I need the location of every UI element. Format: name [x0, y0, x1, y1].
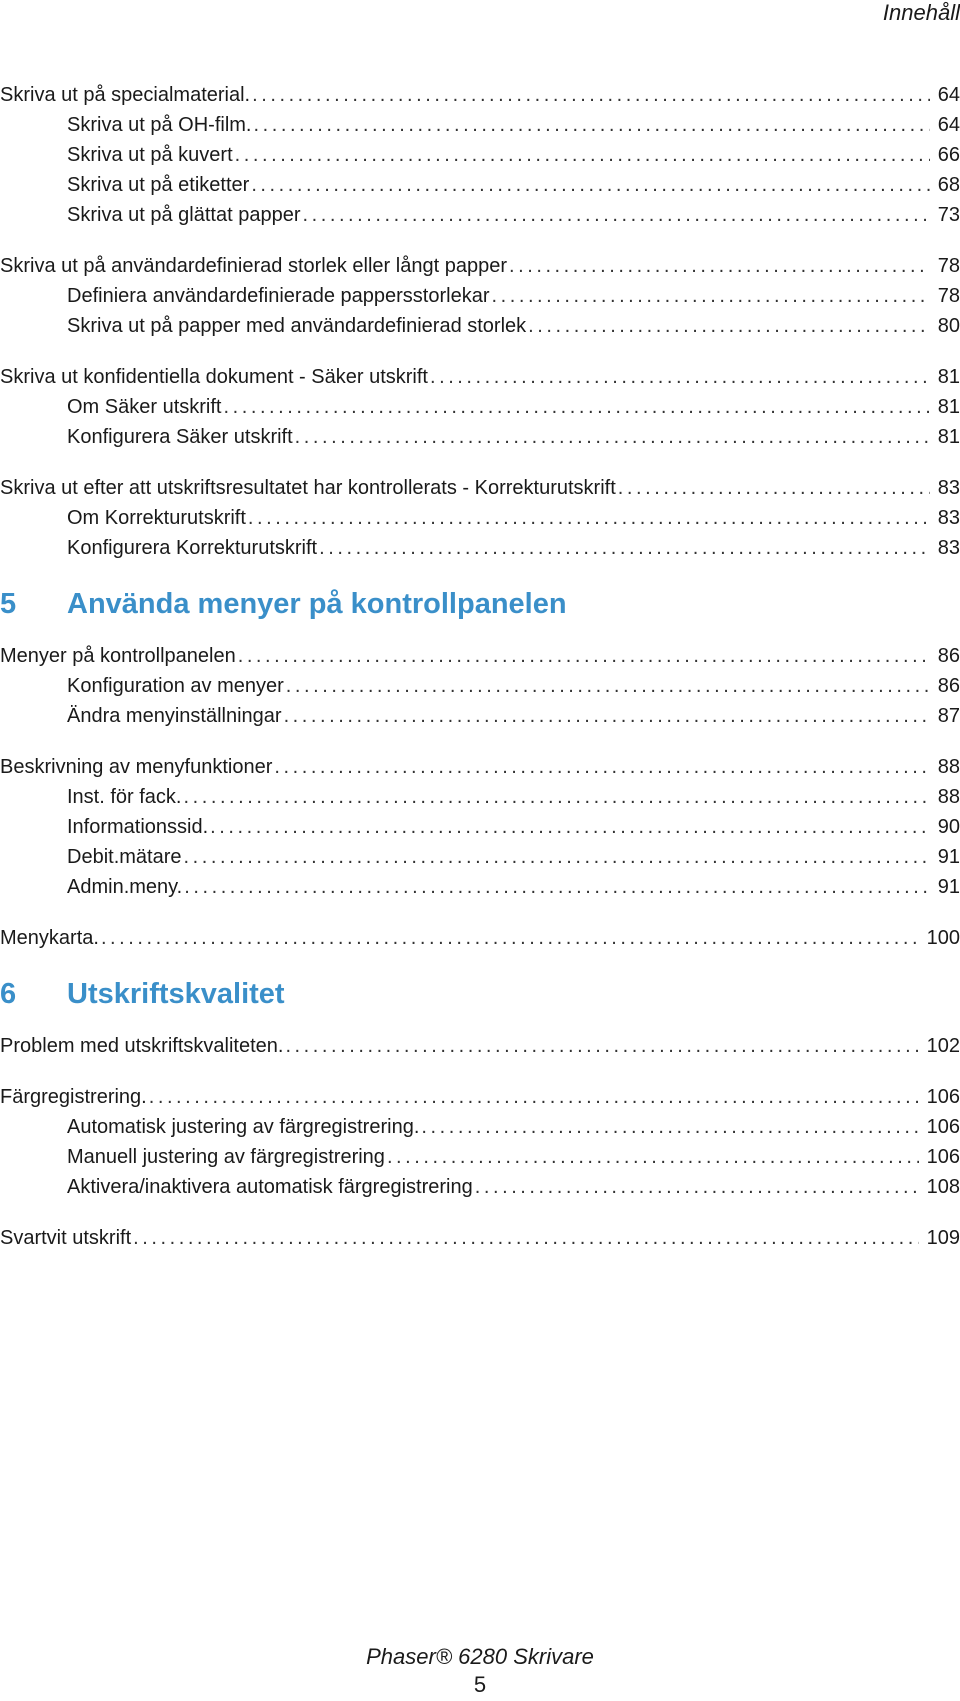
toc-page-number: 106 — [926, 1146, 960, 1168]
toc-entry-title: Definiera användardefinierade pappersstorlekar — [67, 285, 490, 307]
dot-leader — [253, 110, 929, 140]
section-gap — [0, 902, 960, 923]
toc-subentry[interactable] — [0, 701, 960, 731]
toc-page-number: 66 — [937, 144, 960, 166]
toc-subentry[interactable] — [0, 140, 960, 170]
dot-leader — [235, 140, 930, 170]
toc-subentry[interactable] — [0, 1172, 960, 1202]
toc-subentry[interactable] — [0, 872, 960, 902]
toc-subentry[interactable] — [0, 782, 960, 812]
toc-subentry[interactable] — [0, 392, 960, 422]
dot-leader — [149, 1082, 919, 1112]
chapter-title: Använda menyer på kontrollpanelen — [67, 588, 567, 620]
toc-entry-title: Konfiguration av menyer — [67, 675, 284, 697]
toc-entry-title: Skriva ut på användardefinierad storlek eller långt papper — [0, 255, 507, 277]
section-gap — [0, 230, 960, 251]
toc-subentry[interactable] — [0, 1112, 960, 1142]
toc-page-number: 106 — [926, 1086, 960, 1108]
dot-leader — [618, 473, 930, 503]
chapter-number: 6 — [0, 978, 17, 1010]
dot-leader — [430, 362, 930, 392]
section-gap — [0, 452, 960, 473]
toc-entry-title: Inst. för fack. — [67, 786, 182, 808]
table-of-contents — [0, 80, 960, 1253]
chapter-heading[interactable] — [0, 969, 960, 1019]
footer-page-number: 5 — [473, 1672, 487, 1697]
chapter-number: 5 — [0, 588, 17, 620]
section-gap — [0, 1202, 960, 1223]
chapter-heading[interactable] — [0, 579, 960, 629]
toc-page-number: 80 — [937, 315, 960, 337]
toc-page-number: 83 — [937, 477, 960, 499]
toc-entry-title: Problem med utskriftskvaliteten. — [0, 1035, 284, 1057]
dot-leader — [421, 1112, 918, 1142]
dot-leader — [274, 752, 929, 782]
toc-page-number: 81 — [937, 366, 960, 388]
toc-entry-title: Svartvit utskrift — [0, 1227, 132, 1249]
toc-entry[interactable] — [0, 473, 960, 503]
toc-entry[interactable] — [0, 251, 960, 281]
toc-entry-title: Ändra menyinställningar — [67, 705, 282, 727]
toc-entry[interactable] — [0, 362, 960, 392]
toc-entry-title: Admin.meny. — [67, 876, 183, 898]
toc-page-number: 83 — [937, 507, 960, 529]
toc-subentry[interactable] — [0, 110, 960, 140]
toc-entry-title: Om Korrekturutskrift — [67, 507, 246, 529]
toc-subentry[interactable] — [0, 842, 960, 872]
toc-page-number: 81 — [937, 396, 960, 418]
dot-leader — [509, 251, 930, 281]
dot-leader — [319, 533, 930, 563]
toc-entry[interactable] — [0, 923, 960, 953]
dot-leader — [284, 701, 930, 731]
toc-page-number: 106 — [926, 1116, 960, 1138]
dot-leader — [184, 872, 930, 902]
footer-product: Phaser® 6280 Skrivare — [366, 1644, 594, 1669]
toc-page-number: 100 — [926, 927, 960, 949]
toc-entry-title: Skriva ut på etiketter — [67, 174, 250, 196]
toc-page-number: 90 — [937, 816, 960, 838]
dot-leader — [302, 200, 929, 230]
toc-page-number: 64 — [937, 84, 960, 106]
dot-leader — [223, 392, 929, 422]
toc-page-number: 86 — [937, 675, 960, 697]
toc-entry-title: Om Säker utskrift — [67, 396, 222, 418]
toc-subentry[interactable] — [0, 281, 960, 311]
toc-entry[interactable] — [0, 1223, 960, 1253]
toc-subentry[interactable] — [0, 671, 960, 701]
toc-subentry[interactable] — [0, 1142, 960, 1172]
toc-entry[interactable] — [0, 1031, 960, 1061]
toc-page-number: 91 — [937, 876, 960, 898]
dot-leader — [491, 281, 929, 311]
toc-subentry[interactable] — [0, 533, 960, 563]
toc-entry[interactable] — [0, 1082, 960, 1112]
dot-leader — [286, 671, 930, 701]
toc-subentry[interactable] — [0, 503, 960, 533]
dot-leader — [528, 311, 930, 341]
toc-entry[interactable] — [0, 752, 960, 782]
dot-leader — [238, 641, 930, 671]
dot-leader — [251, 170, 929, 200]
toc-entry-title: Konfigurera Korrekturutskrift — [67, 537, 318, 559]
running-header: Innehåll — [882, 0, 960, 25]
toc-entry-title: Skriva ut på papper med användardefinierad storlek — [67, 315, 527, 337]
dot-leader — [285, 1031, 918, 1061]
toc-entry-title: Konfigurera Säker utskrift — [67, 426, 293, 448]
toc-page-number: 68 — [937, 174, 960, 196]
toc-entry-title: Menykarta. — [0, 927, 99, 949]
toc-page-number: 88 — [937, 786, 960, 808]
toc-entry-title: Skriva ut efter att utskriftsresultatet har kontrollerats - Korrekturutskrift — [0, 477, 616, 499]
toc-entry-title: Skriva ut på kuvert — [67, 144, 233, 166]
toc-page-number: 78 — [937, 285, 960, 307]
toc-entry-title: Skriva ut på OH-film. — [67, 114, 252, 136]
toc-page-number: 91 — [937, 846, 960, 868]
toc-entry-title: Skriva ut konfidentiella dokument - Säker utskrift — [0, 366, 428, 388]
dot-leader — [387, 1142, 919, 1172]
toc-page-number: 78 — [937, 255, 960, 277]
dot-leader — [183, 782, 929, 812]
toc-page-number: 83 — [937, 537, 960, 559]
dot-leader — [475, 1172, 919, 1202]
toc-entry-title: Skriva ut på glättat papper — [67, 204, 301, 226]
toc-page-number: 87 — [937, 705, 960, 727]
section-gap — [0, 341, 960, 362]
section-gap — [0, 1061, 960, 1082]
toc-subentry[interactable] — [0, 170, 960, 200]
dot-leader — [248, 503, 930, 533]
chapter-title: Utskriftskvalitet — [67, 978, 285, 1010]
toc-page-number: 64 — [937, 114, 960, 136]
dot-leader — [295, 422, 930, 452]
toc-page-number: 73 — [937, 204, 960, 226]
toc-entry-title: Aktivera/inaktivera automatisk färgregistrering — [67, 1176, 473, 1198]
toc-entry-title: Beskrivning av menyfunktioner — [0, 756, 273, 778]
toc-page-number: 109 — [926, 1227, 960, 1249]
toc-entry-title: Automatisk justering av färgregistrering. — [67, 1116, 420, 1138]
toc-page-number: 81 — [937, 426, 960, 448]
toc-entry-title: Informationssid. — [67, 816, 209, 838]
dot-leader — [252, 80, 930, 110]
section-gap — [0, 731, 960, 752]
toc-subentry[interactable] — [0, 311, 960, 341]
toc-page-number: 86 — [937, 645, 960, 667]
toc-subentry[interactable] — [0, 200, 960, 230]
toc-entry-title: Skriva ut på specialmaterial. — [0, 84, 251, 106]
dot-leader — [184, 842, 930, 872]
toc-subentry[interactable] — [0, 812, 960, 842]
toc-entry-title: Debit.mätare — [67, 846, 182, 868]
toc-subentry[interactable] — [0, 422, 960, 452]
toc-page-number: 88 — [937, 756, 960, 778]
dot-leader — [210, 812, 930, 842]
toc-entry-title: Manuell justering av färgregistrering — [67, 1146, 385, 1168]
toc-entry-title: Färgregistrering. — [0, 1086, 147, 1108]
toc-page-number: 108 — [926, 1176, 960, 1198]
toc-entry[interactable] — [0, 80, 960, 110]
toc-page-number: 102 — [926, 1035, 960, 1057]
dot-leader — [133, 1223, 918, 1253]
toc-entry[interactable] — [0, 641, 960, 671]
toc-entry-title: Menyer på kontrollpanelen — [0, 645, 236, 667]
dot-leader — [101, 923, 919, 953]
